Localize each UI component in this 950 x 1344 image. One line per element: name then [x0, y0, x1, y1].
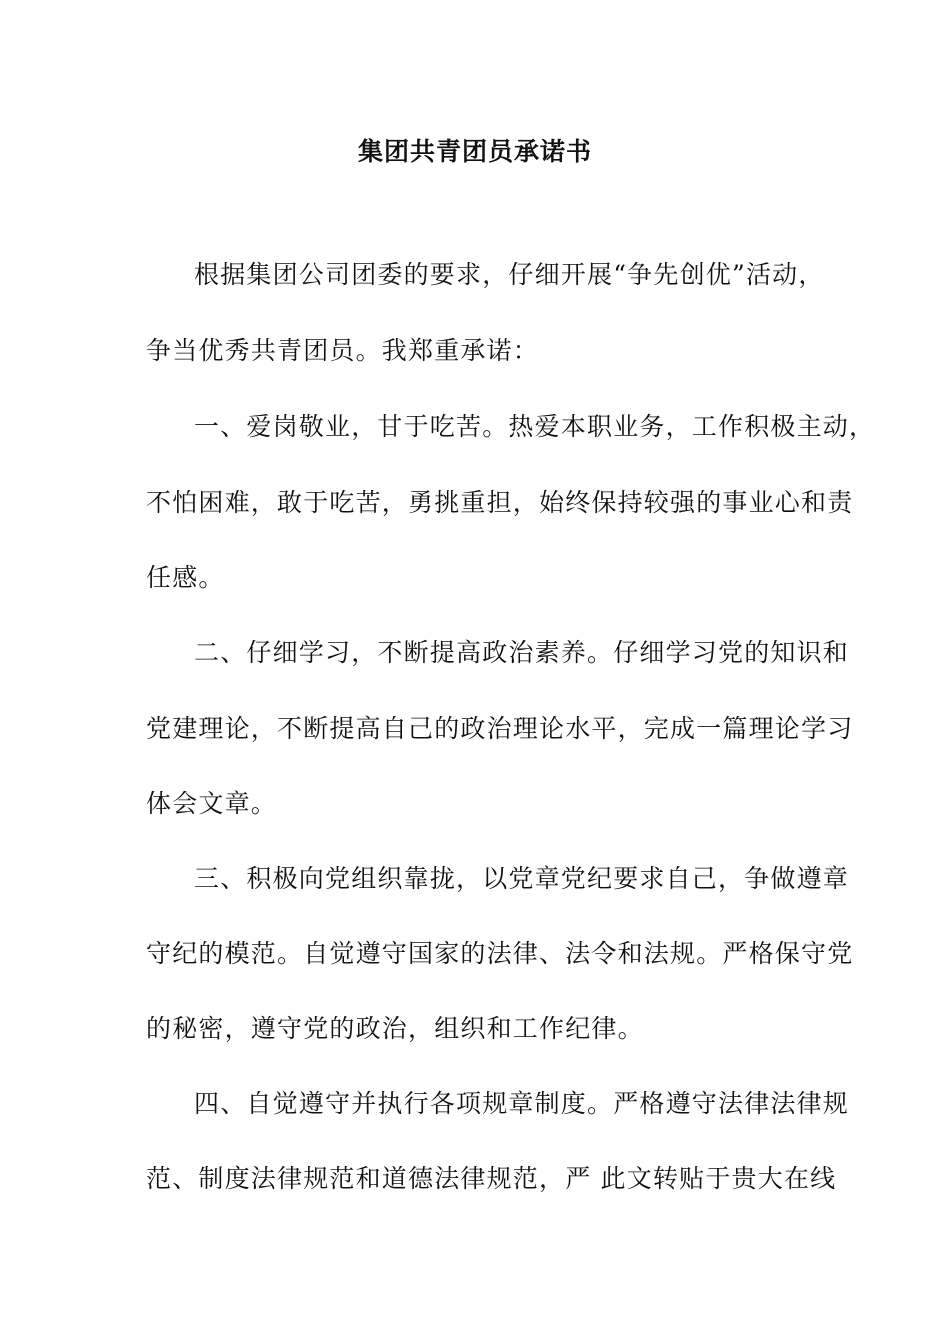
document-title: 集团共青团员承诺书	[357, 137, 592, 166]
paragraph-line: 体会文章。	[146, 789, 278, 818]
paragraph-line: 三、积极向党组织靠拢，以党章党纪要求自己，争做遵章	[194, 864, 850, 893]
paragraph-line: 四、自觉遵守并执行各项规章制度。严格遵守法律法律规	[194, 1089, 850, 1118]
paragraph-line: 的秘密，遵守党的政治，组织和工作纪律。	[146, 1014, 644, 1043]
paragraph-line: 不怕困难，敢于吃苦，勇挑重担，始终保持较强的事业心和责	[146, 488, 854, 517]
paragraph-line: 根据集团公司团委的要求，仔细开展“争先创优”活动，	[194, 260, 825, 289]
paragraph-line: 守纪的模范。自觉遵守国家的法律、法令和法规。严格保守党	[146, 939, 854, 968]
paragraph-line: 一、爱岗敬业，甘于吃苦。热爱本职业务，工作积极主动，	[194, 412, 876, 441]
paragraph-line: 任感。	[146, 563, 225, 592]
paragraph-line: 争当优秀共青团员。我郑重承诺：	[146, 336, 540, 365]
paragraph-line: 二、仔细学习，不断提高政治素养。仔细学习党的知识和	[194, 638, 850, 667]
paragraph-line: 范、制度法律规范和道德法律规范，严 此文转贴于贵大在线	[146, 1164, 837, 1193]
paragraph-line: 党建理论，不断提高自己的政治理论水平，完成一篇理论学习	[146, 714, 854, 743]
